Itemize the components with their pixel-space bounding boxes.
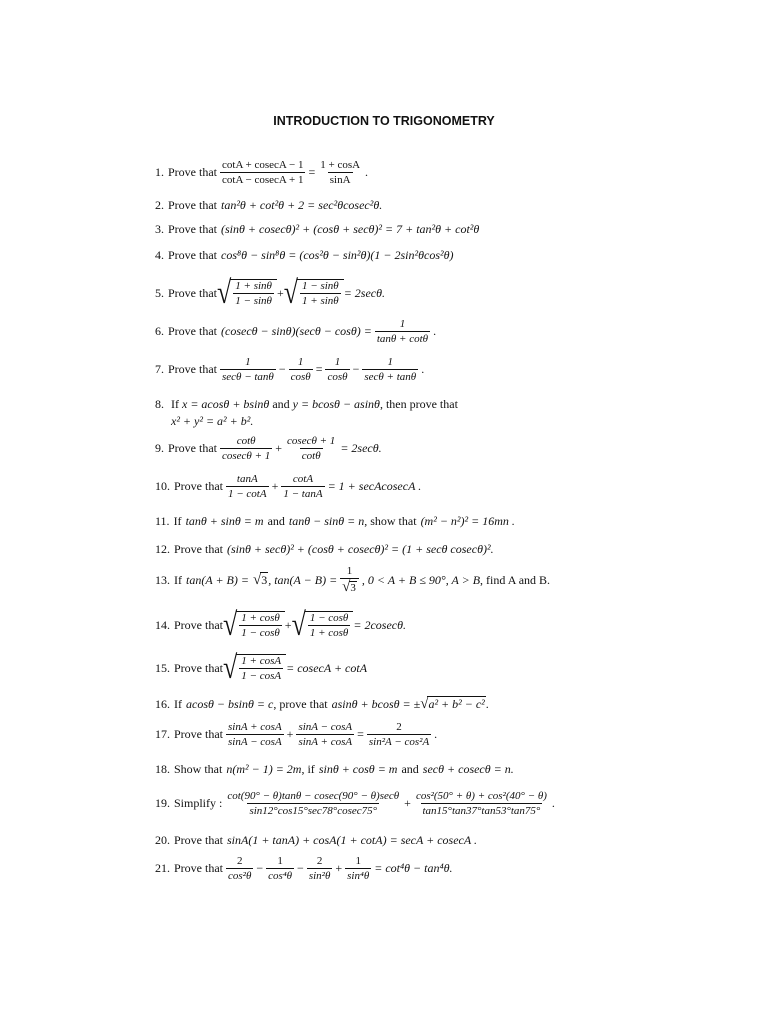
problem-number: 3. [155,222,164,236]
problem-number: 10. [155,479,170,493]
problem-number: 14. [155,617,170,632]
problem-7: 7. Prove that $\frac{1}{\sec\theta - \tan\theta}$ − $\frac{1}{\cos\theta}$ = $\frac{1}{\cos\theta}$ − $\frac{1}{\sec\theta + \tan\theta}$ . [155,356,425,383]
problem-number: 13. [155,572,170,587]
problem-19: 19. Simplify : $\frac{\cot(90^\circ - \theta)\tan\theta - cosec(90^\circ - \theta)\sec\theta}{\sin 12^\circ\cos 15^\circ\sec 78^\circ cosec75^\circ}$ + $\frac{\text{cos²(50° + θ) + cos²(40° − θ)}}{\tan 15^\circ\tan 37^\circ\tan 53^\circ\tan 75^\circ}$ . [155,790,555,817]
problem-4: 4. Prove that cos⁸θ − sin⁸θ = (cos²θ − sin²θ)(1 − 2sin²θcos²θ) [155,248,454,262]
problem-6: 6. Prove that (cosecθ − sinθ)(secθ − cosθ) = $\frac{1}{\tan\theta + \cot\theta}$ . [155,318,437,345]
problem-number: 9. [155,441,164,455]
problem-21: 21. Prove that $\frac{2}{\text{cos²θ}}$ − $\frac{1}{\text{cos⁴θ}}$ − $\frac{2}{\text{sin²θ}}$ + $\frac{1}{\text{sin⁴θ}}$ = cot⁴θ − tan⁴θ. [155,855,453,882]
problem-17: 17. Prove that $\frac{\sin A + \cos A}{\sin A - \cos A}$ + $\frac{\sin A - \cos A}{\sin A + \cos A}$ = $\frac{2}{\text{sin²A − cos²A}}$ . [155,721,438,748]
problem-number: 4. [155,248,164,262]
problem-number: 7. [155,362,164,376]
problem-number: 16. [155,696,170,711]
equation: sinA(1 + tanA) + cosA(1 + cotA) = secA + cosecA . [227,833,477,847]
problem-number: 2. [155,198,164,212]
problem-8: 8. If x = acosθ + bsinθ and y = bcosθ − asinθ, then prove that x² + y² = a² + b². [155,397,458,428]
problem-12: 12. Prove that (sinθ + secθ)² + (cosθ + cosecθ)² = (1 + secθ cosecθ)². [155,542,494,556]
equation: x² + y² = a² + b². [171,414,254,428]
problem-label: Prove that [168,165,217,179]
problem-number: 1. [155,165,164,179]
problem-number: 11. [155,514,170,528]
fraction: $\frac{1}{\tan\theta + \cot\theta}$ [376,318,429,345]
problem-10: 10. Prove that $\frac{\tan A}{1 - \cot A}$ + $\frac{\cot A}{1 - \tan A}$ = 1 + secAcosecA . [155,473,422,500]
problem-number: 20. [155,833,170,847]
square-root: √ $\frac{1 + \sin\theta}{1 - \sin\theta}$ [217,279,277,307]
problem-number: 6. [155,324,164,338]
problem-11: 11. If tanθ + sinθ = m and tanθ − sinθ = n , show that (m² − n²)² = 16mn . [155,514,515,528]
square-root: √ 3 [252,571,268,588]
problem-18: 18. Show that n(m² − 1) = 2m , if sinθ + cosθ = m and secθ + cosecθ = n. [155,762,514,776]
problem-number: 21. [155,861,170,875]
square-root: √ $\frac{1 - \sin\theta}{1 + \sin\theta}$ [284,279,344,307]
problem-5: 5. Prove that √ $\frac{1 + \sin\theta}{1 - \sin\theta}$ + √ $\frac{1 - \sin\theta}{1 + \sin\theta}$ = 2secθ. [155,274,386,311]
problem-16: 16. If acosθ − bsinθ = c , prove that asinθ + bcosθ = ± √ a² + b² − c² . [155,695,489,712]
equation: (sinθ + secθ)² + (cosθ + cosecθ)² = (1 + secθ cosecθ)². [227,542,494,556]
problem-1: 1. Prove that $\frac{\cot A + cosecA - 1}{\cot A - cosecA + 1}$ = $\frac{1 + \cos A}{\sin A}$ . [155,159,369,186]
problem-20: 20. Prove that sinA(1 + tanA) + cosA(1 + cotA) = secA + cosecA . [155,833,477,847]
problem-number: 17. [155,727,170,741]
problem-13: 13. If tan(A + B) = √ 3 , tan(A − B) = 1 √ 3 , 0 < A + B ≤ 90°, A > B , find A and B. [155,565,551,595]
problem-15: 15. Prove that √ $\frac{1 + \cos A}{1 - \cos A}$ = cosecA + cotA [155,649,368,686]
equation: cos⁸θ − sin⁸θ = (cos²θ − sin²θ)(1 − 2sin²θcos²θ) [221,248,454,262]
fraction: $\frac{\cot A + cosecA - 1}{\cot A - cosecA + 1}$ [222,159,304,186]
problem-number: 15. [155,660,170,675]
problem-number: 19. [155,796,170,810]
problem-number: 8. [155,397,164,411]
problem-2: 2. Prove that tan²θ + cot²θ + 2 = sec²θcosec²θ. [155,198,383,212]
problem-number: 5. [155,285,164,300]
fraction: $\frac{1 + \cos A}{\sin A}$ [320,159,361,186]
problem-number: 12. [155,542,170,556]
equation: tan²θ + cot²θ + 2 = sec²θcosec²θ. [221,198,383,212]
equation: (sinθ + cosecθ)² + (cosθ + secθ)² = 7 + tan²θ + cot²θ [221,222,480,236]
problem-number: 18. [155,762,170,776]
problem-14: 14. Prove that √ $\frac{1 + \cos\theta}{1 - \cos\theta}$ + √ $\frac{1 - \cos\theta}{1 + \cos\theta}$ = 2cosecθ. [155,606,406,643]
problem-9: 9. Prove that $\frac{\cot\theta}{cosec\theta + 1}$ + $\frac{cosec\theta + 1}{\cot\theta}$ = 2secθ. [155,435,382,462]
page-title: INTRODUCTION TO TRIGONOMETRY [273,114,495,128]
problem-3: 3. Prove that (sinθ + cosecθ)² + (cosθ + secθ)² = 7 + tan²θ + cot²θ [155,222,480,236]
